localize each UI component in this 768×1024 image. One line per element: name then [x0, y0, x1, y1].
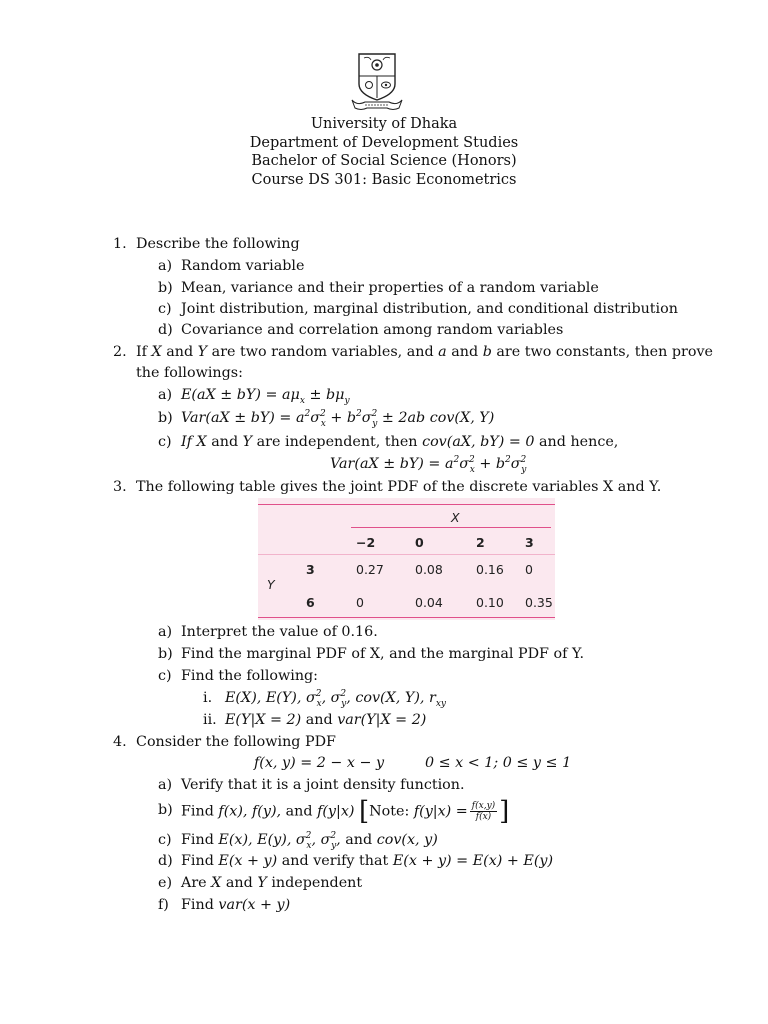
- q3c-i-label: i.: [203, 690, 213, 706]
- table-x-rule: [351, 527, 551, 528]
- q1d-label: d): [158, 322, 173, 338]
- q4a-label: a): [158, 777, 173, 793]
- q1b-text: Mean, variance and their properties of a random variable: [181, 280, 599, 296]
- q4d-label: d): [158, 853, 173, 869]
- q4c-label: c): [158, 832, 172, 848]
- q3c-text: Find the following:: [181, 668, 318, 684]
- q3a-text: Interpret the value of 0.16.: [181, 624, 378, 640]
- q3a-label: a): [158, 624, 173, 640]
- course-title: Course DS 301: Basic Econometrics: [251, 172, 517, 188]
- joint-pdf-table: [258, 498, 555, 620]
- table-bottom-rule: [258, 617, 555, 618]
- q3c-ii-label: ii.: [203, 712, 217, 728]
- q3-number: 3.: [113, 479, 127, 495]
- q4e-text: Are X and Y independent: [181, 875, 363, 891]
- table-cell: 0.08: [415, 562, 443, 577]
- table-y-header: Y: [267, 577, 275, 592]
- table-x-value: 0: [415, 535, 424, 550]
- table-cell: 0: [525, 562, 533, 577]
- q3c-label: c): [158, 668, 172, 684]
- table-x-value: 3: [525, 535, 534, 550]
- q4b-label: b): [158, 802, 173, 818]
- table-cell: 0.27: [356, 562, 384, 577]
- degree-name: Bachelor of Social Science (Honors): [251, 153, 517, 169]
- q4-number: 4.: [113, 734, 127, 750]
- q1a-label: a): [158, 258, 173, 274]
- q4b-text: Find f(x), f(y), and f(y|x) [Note: f(y|x) = $\frac{f(x,y)}{f(x)}$ ]: [181, 796, 510, 827]
- q2b-label: b): [158, 410, 173, 426]
- q1c-label: c): [158, 301, 172, 317]
- q1a-text: Random variable: [181, 258, 305, 274]
- q1-number: 1.: [113, 236, 127, 252]
- table-cell: 0.04: [415, 595, 443, 610]
- q2c-formula: $Var(aX \pm bY) = a^2\sigma^2_x + b^2\sigma^2_y$: [330, 455, 527, 475]
- q4a-text: Verify that it is a joint density function.: [181, 777, 465, 793]
- q4f-label: f): [158, 897, 169, 913]
- q3b-text: Find the marginal PDF of X, and the marginal PDF of Y.: [181, 646, 585, 662]
- q4d-text: Find E(x + y) and verify that E(x + y) = E(x) + E(y): [181, 853, 554, 869]
- q1c-text: Joint distribution, marginal distribution, and conditional distribution: [181, 301, 678, 317]
- q4-pdf-formula: f(x, y) = 2 − x − y: [254, 755, 385, 771]
- q4-pdf-domain: 0 ≤ x < 1; 0 ≤ y ≤ 1: [425, 755, 572, 771]
- q2-text: If X and Y are two random variables, and a and b are two constants, then prove: [136, 344, 713, 360]
- table-y-value: 3: [306, 562, 315, 577]
- university-name: University of Dhaka: [310, 116, 458, 132]
- table-cell: 0.35: [525, 595, 553, 610]
- q1d-text: Covariance and correlation among random variables: [181, 322, 564, 338]
- table-x-value: 2: [476, 535, 485, 550]
- department-name: Department of Development Studies: [249, 135, 519, 151]
- table-top-rule: [258, 504, 555, 505]
- q1b-label: b): [158, 280, 173, 296]
- q3c-i-formula: E(X), E(Y), $\sigma^2_x$, $\sigma^2_y$, cov(X, Y), $r_{xy}$: [225, 689, 446, 709]
- q3b-label: b): [158, 646, 173, 662]
- q4e-label: e): [158, 875, 173, 891]
- table-header-rule: [258, 554, 555, 555]
- table-x-header: X: [451, 510, 460, 525]
- q2a-formula: $E(aX \pm bY) = a\mu_x \pm b\mu_y$: [181, 387, 350, 406]
- q4f-text: Find var(x + y): [181, 897, 291, 913]
- table-cell: 0.16: [476, 562, 504, 577]
- q2c-text: If X and Y are independent, then cov(aX, bY) = 0 and hence,: [181, 434, 619, 450]
- q2-number: 2.: [113, 344, 127, 360]
- q4-text: Consider the following PDF: [136, 734, 336, 750]
- table-x-value: −2: [356, 535, 376, 550]
- q2a-label: a): [158, 387, 173, 403]
- table-cell: 0: [356, 595, 364, 610]
- q2c-label: c): [158, 434, 172, 450]
- table-y-value: 6: [306, 595, 315, 610]
- q1-text: Describe the following: [136, 236, 300, 252]
- q3-text: The following table gives the joint PDF of the discrete variables X and Y.: [136, 479, 662, 495]
- university-logo: [349, 50, 405, 112]
- q3c-ii-formula: E(Y|X = 2) and var(Y|X = 2): [225, 712, 427, 728]
- q2-text-line2: the followings:: [136, 365, 243, 381]
- table-cell: 0.10: [476, 595, 504, 610]
- q2b-formula: $Var(aX \pm bY) = a^2\sigma^2_x + b^2\sigma^2_y \pm 2ab$ cov(X, Y): [181, 409, 495, 429]
- q4c-text: Find E(x), E(y), $\sigma^2_x$, $\sigma^2_y$, and cov(x, y): [181, 831, 438, 851]
